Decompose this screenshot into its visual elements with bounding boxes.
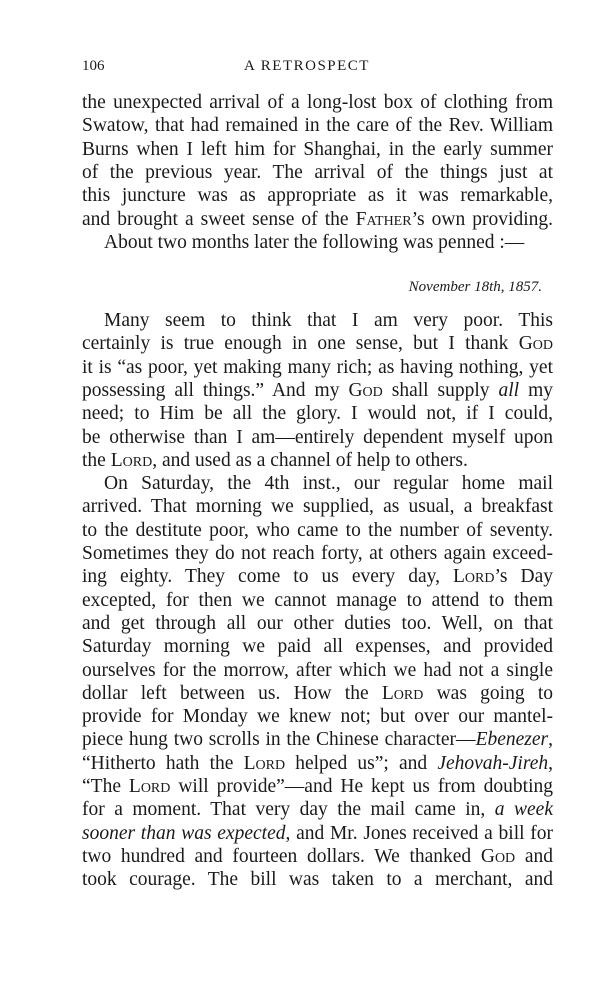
text-run: ’s own providing. — [411, 208, 553, 230]
text-run: ing eighty. They come to us every day, — [82, 566, 453, 588]
text-run: “The — [82, 776, 129, 797]
text-line — [82, 868, 553, 892]
text-line — [82, 356, 553, 380]
text-line — [82, 612, 553, 636]
letter-date: November 18th, 1857. — [408, 279, 542, 295]
small-caps-text: Father — [355, 208, 412, 230]
text-run: arrived. That morning we supplied, as usual, a breakfast — [82, 496, 553, 518]
text-run: , and used as a channel of help to others. — [152, 449, 468, 471]
text-run: the — [82, 449, 111, 471]
text-run: provide for Monday we knew not; but over our mantel- — [82, 706, 553, 728]
text-line — [82, 705, 553, 729]
page-number: 106 — [82, 58, 105, 74]
running-title: A RETROSPECT — [244, 58, 370, 74]
text-line — [82, 449, 553, 473]
text-run: , and Mr. Jones received a bill for — [285, 822, 554, 844]
small-caps-text: Lord — [452, 566, 495, 588]
text-line — [82, 659, 553, 683]
text-line — [82, 752, 553, 776]
text-run: Swatow, that had remained in the care of the Rev. William — [82, 115, 553, 137]
small-caps-text: God — [348, 379, 383, 401]
italic-text: Ebenezer — [475, 729, 549, 751]
text-line — [82, 635, 553, 659]
text-line — [82, 332, 553, 356]
text-line — [82, 161, 553, 185]
text-run: , — [548, 729, 553, 751]
text-line — [82, 682, 553, 706]
text-line — [82, 519, 553, 543]
text-run: piece hung two scrolls in the Chinese character— — [82, 729, 476, 751]
text-run: “Hitherto hath the — [82, 752, 244, 774]
text-run: Saturday morning we paid all expenses, and provided — [82, 636, 553, 658]
italic-text: sooner than was expected — [82, 822, 286, 844]
text-line — [82, 231, 553, 255]
text-run: possessing all things.” And my — [82, 379, 349, 401]
text-run: About two months later the following was penned :— — [104, 231, 525, 253]
text-run: it is “as poor, yet making many rich; as having nothing, yet — [82, 356, 553, 378]
text-line — [82, 309, 553, 333]
italic-text: Jehovah-Jireh — [437, 752, 549, 774]
text-line — [82, 114, 553, 138]
text-line — [82, 426, 553, 450]
text-run: and brought a sweet sense of the — [82, 208, 356, 230]
text-run: shall supply — [382, 379, 499, 401]
text-line — [82, 138, 553, 162]
text-run: the unexpected arrival of a long-lost box of clothing from — [82, 92, 553, 113]
text-line — [82, 822, 553, 846]
text-line — [82, 379, 553, 403]
small-caps-text: Lord — [243, 752, 286, 774]
text-line — [82, 402, 553, 426]
text-run: for a moment. That very day the mail came in, — [82, 799, 495, 821]
small-caps-text: God — [480, 845, 516, 867]
text-line — [82, 589, 553, 613]
text-run: ’s Day — [494, 566, 553, 588]
text-run: dollar left between us. How the — [82, 682, 382, 704]
small-caps-text: God — [518, 333, 553, 355]
text-run: two hundred and fourteen dollars. We thanked — [82, 845, 481, 867]
text-line — [82, 565, 553, 589]
italic-text: a week — [494, 799, 553, 821]
text-run: and — [515, 845, 554, 867]
text-run: be otherwise than I am—entirely dependent myself upon — [82, 426, 553, 448]
text-run: Burns when I left him for Shanghai, in the early summer — [82, 138, 553, 160]
text-run: my — [519, 379, 554, 401]
text-run: this juncture was as appropriate as it was remarkable, — [82, 185, 553, 207]
text-line — [82, 728, 553, 752]
text-line — [82, 845, 553, 869]
text-run: helped us”; and — [285, 752, 438, 774]
text-line — [82, 208, 553, 232]
text-run: took courage. The bill was taken to a merchant, and — [82, 869, 553, 891]
text-run: and get through all our other duties too. Well, on that — [82, 612, 553, 634]
text-run: ourselves for the morrow, after which we had not a single — [82, 659, 553, 681]
text-line — [82, 472, 553, 496]
text-line — [82, 542, 553, 566]
text-run: On Saturday, the 4th inst., our regular home mail — [104, 473, 553, 495]
text-run: was going to — [423, 682, 553, 704]
text-run: will provide”—and He kept us from doubting — [170, 776, 553, 797]
small-caps-text: Lord — [128, 776, 171, 797]
text-line — [82, 775, 553, 799]
text-line — [82, 798, 553, 822]
text-run: Sometimes they do not reach forty, at others again exceed- — [82, 543, 553, 564]
text-run: Many seem to think that I am very poor. This — [104, 310, 553, 331]
text-line — [82, 184, 553, 208]
italic-text: all — [498, 379, 520, 401]
text-run: need; to Him be all the glory. I would not, if I could, — [82, 403, 553, 425]
small-caps-text: Lord — [381, 682, 424, 704]
text-run: of the previous year. The arrival of the things just at — [82, 161, 553, 183]
text-run: , — [548, 752, 553, 774]
text-run: certainly is true enough in one sense, but I thank — [82, 333, 519, 355]
text-line — [82, 91, 553, 115]
text-run: to the destitute poor, who came to the number of seventy. — [82, 519, 553, 541]
text-line — [82, 495, 553, 519]
small-caps-text: Lord — [110, 449, 153, 471]
text-run: excepted, for then we cannot manage to attend to them — [82, 589, 553, 611]
